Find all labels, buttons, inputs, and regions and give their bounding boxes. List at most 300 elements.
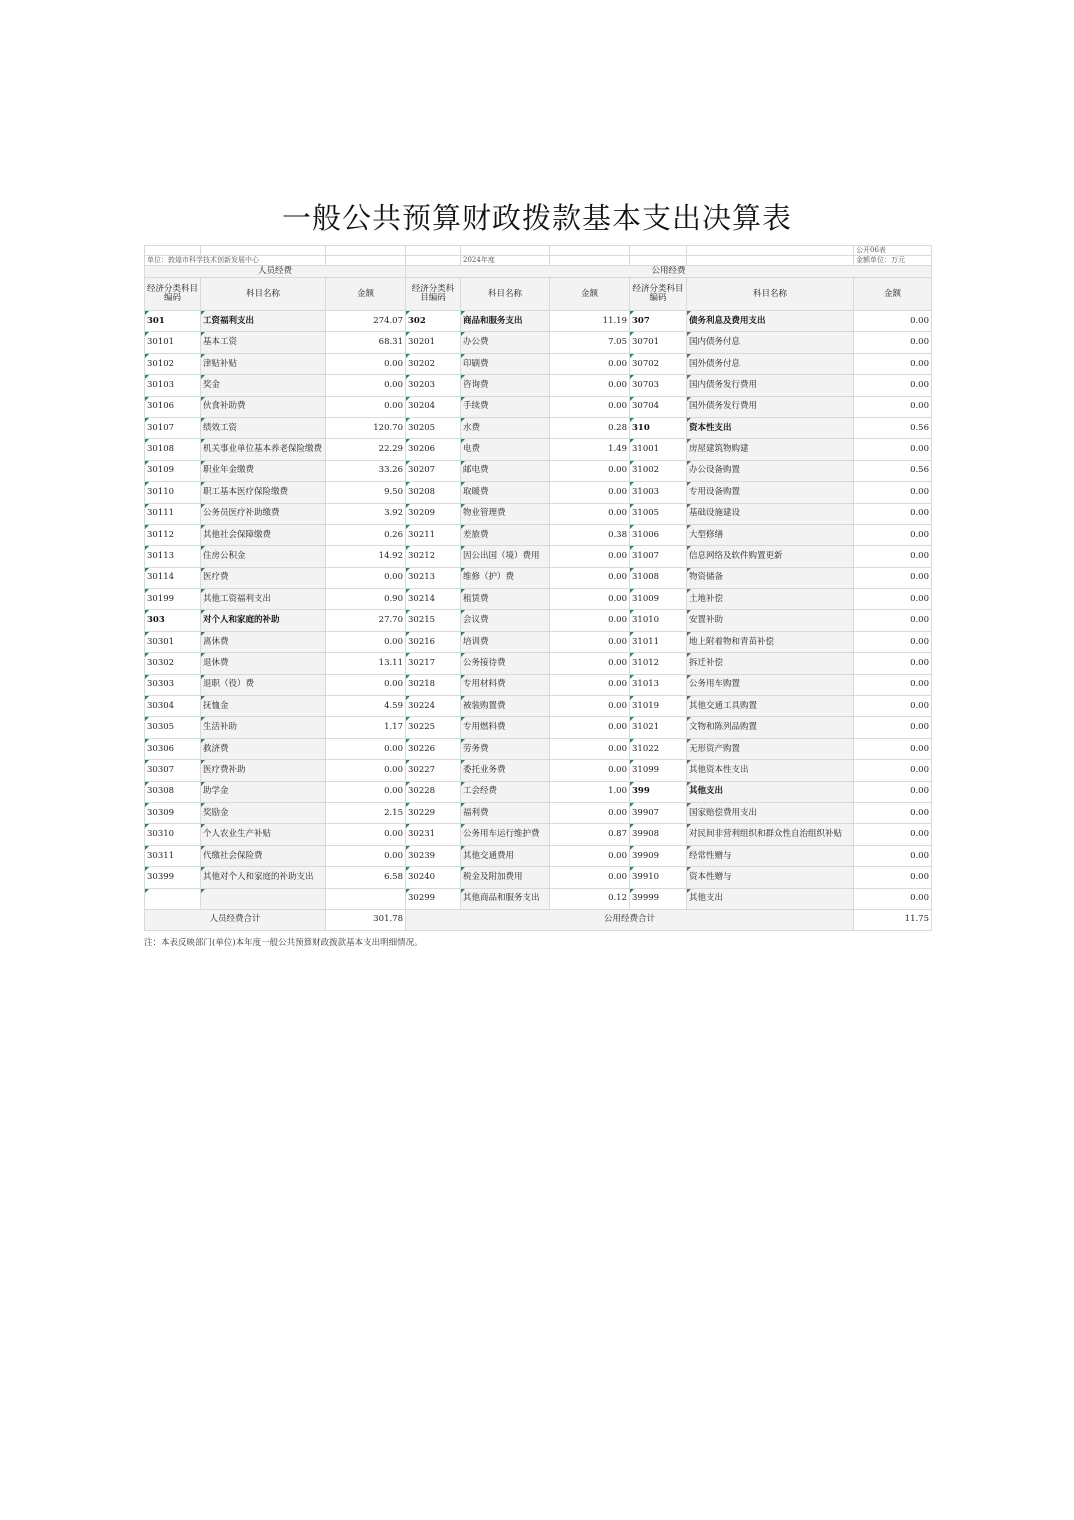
table-row	[145, 760, 932, 781]
amount-cell: 0.00	[550, 460, 630, 481]
amount-cell: 0.00	[326, 760, 406, 781]
code-cell: 31005	[630, 503, 687, 524]
amount-cell: 0.00	[854, 760, 932, 781]
table-row	[145, 311, 932, 332]
table-note: 注：本表反映部门(单位)本年度一般公共预算财政拨款基本支出明细情况。	[144, 938, 423, 948]
name-cell: 其他资本性支出	[687, 760, 854, 781]
table-row	[145, 375, 932, 396]
name-cell: 国外债务发行费用	[687, 396, 854, 417]
name-cell: 物业管理费	[461, 503, 550, 524]
amount-cell: 0.00	[326, 738, 406, 759]
amount-cell: 33.26	[326, 460, 406, 481]
amount-cell: 0.00	[550, 503, 630, 524]
code-cell: 30202	[406, 353, 461, 374]
name-cell: 信息网络及软件购置更新	[687, 546, 854, 567]
amount-cell: 0.00	[854, 867, 932, 888]
table-row	[145, 482, 932, 503]
name-cell: 被装购置费	[461, 696, 550, 717]
code-cell: 31022	[630, 738, 687, 759]
code-cell: 31002	[630, 460, 687, 481]
code-cell: 39910	[630, 867, 687, 888]
name-cell: 会议费	[461, 610, 550, 631]
header-amount: 金额	[550, 278, 630, 311]
amount-cell: 0.00	[550, 610, 630, 631]
amount-cell: 14.92	[326, 546, 406, 567]
amount-cell: 0.00	[326, 674, 406, 695]
code-cell: 30208	[406, 482, 461, 503]
table-row	[145, 332, 932, 353]
code-cell: 30109	[145, 460, 201, 481]
code-cell: 30240	[406, 867, 461, 888]
name-cell: 对个人和家庭的补助	[201, 610, 326, 631]
table-row	[145, 888, 932, 909]
expenditure-table	[144, 245, 932, 931]
amount-cell: 0.00	[550, 802, 630, 823]
personnel-total-value: 301.78	[326, 909, 406, 930]
amount-cell: 0.38	[550, 524, 630, 545]
code-cell: 30299	[406, 888, 461, 909]
amount-cell: 0.00	[550, 653, 630, 674]
code-cell: 30101	[145, 332, 201, 353]
header-name: 科目名称	[687, 278, 854, 311]
name-cell: 工资福利支出	[201, 311, 326, 332]
code-cell: 30301	[145, 631, 201, 652]
amount-cell: 0.00	[326, 824, 406, 845]
expenditure-table-sheet	[144, 245, 931, 931]
code-cell: 307	[630, 311, 687, 332]
code-cell: 30212	[406, 546, 461, 567]
amount-cell: 0.26	[326, 524, 406, 545]
amount-cell: 0.00	[550, 375, 630, 396]
name-cell: 生活补助	[201, 717, 326, 738]
amount-cell: 0.00	[326, 396, 406, 417]
name-cell: 手续费	[461, 396, 550, 417]
public-total-label: 公用经费合计	[406, 909, 854, 930]
amount-cell: 0.00	[326, 845, 406, 866]
amount-cell: 0.87	[550, 824, 630, 845]
name-cell: 职工基本医疗保险缴费	[201, 482, 326, 503]
unit-label: 单位：敦煌市科学技术创新发展中心	[145, 256, 326, 266]
table-row	[145, 653, 932, 674]
table-row	[145, 396, 932, 417]
amount-cell: 0.00	[854, 311, 932, 332]
amount-cell: 0.00	[854, 824, 932, 845]
name-cell: 文物和陈列品购置	[687, 717, 854, 738]
table-row	[145, 353, 932, 374]
code-cell: 31009	[630, 589, 687, 610]
name-cell: 职业年金缴费	[201, 460, 326, 481]
amount-cell: 7.05	[550, 332, 630, 353]
code-cell: 30701	[630, 332, 687, 353]
name-cell: 其他对个人和家庭的补助支出	[201, 867, 326, 888]
amount-cell: 0.00	[326, 631, 406, 652]
amount-cell	[326, 888, 406, 909]
code-cell: 30218	[406, 674, 461, 695]
amount-cell: 0.00	[550, 696, 630, 717]
name-cell: 专用设备购置	[687, 482, 854, 503]
code-cell: 30224	[406, 696, 461, 717]
name-cell: 邮电费	[461, 460, 550, 481]
code-cell: 31021	[630, 717, 687, 738]
table-row	[145, 845, 932, 866]
table-row	[145, 610, 932, 631]
name-cell: 国外债务付息	[687, 353, 854, 374]
code-cell: 31003	[630, 482, 687, 503]
name-cell: 救济费	[201, 738, 326, 759]
table-row	[145, 696, 932, 717]
name-cell: 其他工资福利支出	[201, 589, 326, 610]
code-cell: 30207	[406, 460, 461, 481]
amount-cell: 0.00	[854, 503, 932, 524]
name-cell: 奖励金	[201, 802, 326, 823]
code-cell: 30231	[406, 824, 461, 845]
amount-cell: 4.59	[326, 696, 406, 717]
meta-row-1	[145, 246, 932, 256]
table-row	[145, 867, 932, 888]
name-cell: 国内债务付息	[687, 332, 854, 353]
name-cell: 国内债务发行费用	[687, 375, 854, 396]
code-cell: 30213	[406, 567, 461, 588]
code-cell: 30217	[406, 653, 461, 674]
name-cell: 电费	[461, 439, 550, 460]
code-cell: 30204	[406, 396, 461, 417]
amount-cell: 0.00	[854, 781, 932, 802]
code-cell: 39908	[630, 824, 687, 845]
name-cell: 基础设施建设	[687, 503, 854, 524]
name-cell: 基本工资	[201, 332, 326, 353]
name-cell: 公务用车购置	[687, 674, 854, 695]
group-public: 公用经费	[406, 266, 932, 278]
code-cell: 30311	[145, 845, 201, 866]
name-cell: 债务利息及费用支出	[687, 311, 854, 332]
header-amount: 金额	[854, 278, 932, 311]
code-cell: 30226	[406, 738, 461, 759]
amount-cell: 0.00	[550, 717, 630, 738]
name-cell: 经常性赠与	[687, 845, 854, 866]
name-cell: 代缴社会保险费	[201, 845, 326, 866]
code-cell: 30206	[406, 439, 461, 460]
header-name: 科目名称	[201, 278, 326, 311]
code-cell: 30201	[406, 332, 461, 353]
header-code: 经济分类科目编码	[145, 278, 201, 311]
name-cell: 奖金	[201, 375, 326, 396]
code-cell: 30112	[145, 524, 201, 545]
name-cell: 资本性支出	[687, 417, 854, 438]
code-cell: 31007	[630, 546, 687, 567]
table-row	[145, 439, 932, 460]
code-cell: 30310	[145, 824, 201, 845]
name-cell: 绩效工资	[201, 417, 326, 438]
name-cell: 资本性赠与	[687, 867, 854, 888]
amount-cell: 0.00	[854, 353, 932, 374]
code-cell: 30113	[145, 546, 201, 567]
name-cell: 公务用车运行维护费	[461, 824, 550, 845]
name-cell: 物资储备	[687, 567, 854, 588]
amount-cell: 1.49	[550, 439, 630, 460]
amount-cell: 0.00	[854, 631, 932, 652]
amount-cell: 13.11	[326, 653, 406, 674]
amount-cell: 9.50	[326, 482, 406, 503]
amount-cell: 0.00	[550, 674, 630, 695]
name-cell: 津贴补贴	[201, 353, 326, 374]
name-cell: 印刷费	[461, 353, 550, 374]
group-header-row	[145, 266, 932, 278]
name-cell: 专用燃料费	[461, 717, 550, 738]
totals-row	[145, 909, 932, 930]
code-cell: 30199	[145, 589, 201, 610]
amount-cell: 0.00	[854, 888, 932, 909]
code-cell: 30216	[406, 631, 461, 652]
name-cell: 维修（护）费	[461, 567, 550, 588]
amount-cell: 0.00	[854, 845, 932, 866]
name-cell: 大型修缮	[687, 524, 854, 545]
amount-cell: 0.56	[854, 460, 932, 481]
name-cell: 因公出国（境）费用	[461, 546, 550, 567]
amount-cell: 22.29	[326, 439, 406, 460]
code-cell: 30110	[145, 482, 201, 503]
code-cell: 31012	[630, 653, 687, 674]
code-cell: 30308	[145, 781, 201, 802]
table-row	[145, 417, 932, 438]
code-cell: 30239	[406, 845, 461, 866]
code-cell: 30304	[145, 696, 201, 717]
table-row	[145, 674, 932, 695]
public-total-value: 11.75	[854, 909, 932, 930]
amount-cell: 0.00	[550, 631, 630, 652]
name-cell	[201, 888, 326, 909]
code-cell: 30203	[406, 375, 461, 396]
amount-cell: 0.00	[854, 738, 932, 759]
code-cell: 30103	[145, 375, 201, 396]
form-number: 公开06表	[854, 246, 932, 256]
name-cell: 抚恤金	[201, 696, 326, 717]
amount-cell: 68.31	[326, 332, 406, 353]
amount-cell: 0.00	[854, 589, 932, 610]
code-cell: 30303	[145, 674, 201, 695]
amount-cell: 0.00	[854, 610, 932, 631]
amount-cell: 0.00	[550, 867, 630, 888]
name-cell: 咨询费	[461, 375, 550, 396]
code-cell: 30229	[406, 802, 461, 823]
amount-cell: 11.19	[550, 311, 630, 332]
amount-cell: 6.58	[326, 867, 406, 888]
code-cell: 30111	[145, 503, 201, 524]
name-cell: 其他商品和服务支出	[461, 888, 550, 909]
name-cell: 拆迁补偿	[687, 653, 854, 674]
table-row	[145, 503, 932, 524]
amount-cell: 0.00	[854, 524, 932, 545]
name-cell: 机关事业单位基本养老保险缴费	[201, 439, 326, 460]
name-cell: 其他支出	[687, 888, 854, 909]
code-cell: 31013	[630, 674, 687, 695]
name-cell: 住房公积金	[201, 546, 326, 567]
amount-cell: 0.00	[550, 482, 630, 503]
name-cell: 医疗费补助	[201, 760, 326, 781]
name-cell: 工会经费	[461, 781, 550, 802]
code-cell: 31010	[630, 610, 687, 631]
code-cell: 39907	[630, 802, 687, 823]
name-cell: 专用材料费	[461, 674, 550, 695]
code-cell: 302	[406, 311, 461, 332]
name-cell: 地上附着物和青苗补偿	[687, 631, 854, 652]
code-cell: 399	[630, 781, 687, 802]
code-cell: 30211	[406, 524, 461, 545]
amount-cell: 0.00	[854, 546, 932, 567]
table-row	[145, 589, 932, 610]
header-amount: 金额	[326, 278, 406, 311]
name-cell: 房屋建筑物购建	[687, 439, 854, 460]
amount-cell: 0.00	[550, 589, 630, 610]
amount-cell: 0.56	[854, 417, 932, 438]
amount-cell: 0.12	[550, 888, 630, 909]
code-cell: 30704	[630, 396, 687, 417]
code-cell: 30306	[145, 738, 201, 759]
amount-cell: 0.00	[854, 696, 932, 717]
code-cell: 310	[630, 417, 687, 438]
amount-cell: 120.70	[326, 417, 406, 438]
name-cell: 办公费	[461, 332, 550, 353]
amount-cell: 0.00	[854, 567, 932, 588]
code-cell: 39909	[630, 845, 687, 866]
code-cell: 31008	[630, 567, 687, 588]
name-cell: 离休费	[201, 631, 326, 652]
name-cell: 对民间非营利组织和群众性自治组织补贴	[687, 824, 854, 845]
name-cell: 国家赔偿费用支出	[687, 802, 854, 823]
header-code: 经济分类科目编码	[630, 278, 687, 311]
code-cell: 31001	[630, 439, 687, 460]
amount-cell: 0.90	[326, 589, 406, 610]
meta-row-2	[145, 256, 932, 266]
group-personnel: 人员经费	[145, 266, 406, 278]
table-row	[145, 781, 932, 802]
code-cell: 31011	[630, 631, 687, 652]
header-name: 科目名称	[461, 278, 550, 311]
amount-cell: 0.00	[854, 482, 932, 503]
code-cell: 30309	[145, 802, 201, 823]
amount-cell: 0.00	[854, 717, 932, 738]
amount-cell: 0.00	[550, 760, 630, 781]
table-row	[145, 460, 932, 481]
name-cell: 公务接待费	[461, 653, 550, 674]
code-cell: 30108	[145, 439, 201, 460]
code-cell: 30102	[145, 353, 201, 374]
name-cell: 公务员医疗补助缴费	[201, 503, 326, 524]
code-cell: 31019	[630, 696, 687, 717]
amount-cell: 27.70	[326, 610, 406, 631]
table-row	[145, 631, 932, 652]
amount-cell: 0.00	[854, 332, 932, 353]
amount-cell: 0.00	[854, 439, 932, 460]
amount-cell: 2.15	[326, 802, 406, 823]
column-header-row	[145, 278, 932, 311]
code-cell: 31099	[630, 760, 687, 781]
name-cell: 商品和服务支出	[461, 311, 550, 332]
name-cell: 个人农业生产补贴	[201, 824, 326, 845]
name-cell: 差旅费	[461, 524, 550, 545]
name-cell: 其他交通工具购置	[687, 696, 854, 717]
code-cell: 30305	[145, 717, 201, 738]
amount-cell: 274.07	[326, 311, 406, 332]
name-cell: 无形资产购置	[687, 738, 854, 759]
name-cell: 税金及附加费用	[461, 867, 550, 888]
amount-cell: 0.00	[550, 845, 630, 866]
name-cell: 其他支出	[687, 781, 854, 802]
code-cell: 30114	[145, 567, 201, 588]
name-cell: 退休费	[201, 653, 326, 674]
name-cell: 取暖费	[461, 482, 550, 503]
code-cell: 30227	[406, 760, 461, 781]
code-cell: 30209	[406, 503, 461, 524]
name-cell: 安置补助	[687, 610, 854, 631]
amount-cell: 0.00	[854, 653, 932, 674]
table-row	[145, 802, 932, 823]
code-cell: 30302	[145, 653, 201, 674]
name-cell: 租赁费	[461, 589, 550, 610]
name-cell: 助学金	[201, 781, 326, 802]
amount-cell: 0.00	[550, 396, 630, 417]
code-cell: 30702	[630, 353, 687, 374]
amount-cell: 0.00	[550, 353, 630, 374]
amount-cell: 0.00	[854, 396, 932, 417]
table-row	[145, 524, 932, 545]
name-cell: 其他社会保障缴费	[201, 524, 326, 545]
code-cell: 30703	[630, 375, 687, 396]
year-label: 2024年度	[461, 256, 550, 266]
code-cell: 30214	[406, 589, 461, 610]
code-cell: 39999	[630, 888, 687, 909]
personnel-total-label: 人员经费合计	[145, 909, 326, 930]
header-code: 经济分类科目编码	[406, 278, 461, 311]
name-cell: 培训费	[461, 631, 550, 652]
code-cell: 30107	[145, 417, 201, 438]
name-cell: 福利费	[461, 802, 550, 823]
code-cell: 303	[145, 610, 201, 631]
code-cell: 30399	[145, 867, 201, 888]
code-cell: 30307	[145, 760, 201, 781]
amount-cell: 1.00	[550, 781, 630, 802]
name-cell: 退职（役）费	[201, 674, 326, 695]
page-title: 一般公共预算财政拨款基本支出决算表	[281, 201, 792, 235]
amount-cell: 0.00	[550, 546, 630, 567]
amount-cell: 0.00	[550, 567, 630, 588]
name-cell: 劳务费	[461, 738, 550, 759]
amount-cell: 0.00	[326, 567, 406, 588]
code-cell: 301	[145, 311, 201, 332]
amount-cell: 0.00	[854, 375, 932, 396]
code-cell: 30215	[406, 610, 461, 631]
amount-cell: 0.00	[326, 781, 406, 802]
amount-cell: 1.17	[326, 717, 406, 738]
code-cell	[145, 888, 201, 909]
name-cell: 伙食补助费	[201, 396, 326, 417]
amount-cell: 0.00	[326, 353, 406, 374]
code-cell: 31006	[630, 524, 687, 545]
code-cell: 30228	[406, 781, 461, 802]
amount-cell: 0.00	[854, 802, 932, 823]
table-row	[145, 567, 932, 588]
name-cell: 医疗费	[201, 567, 326, 588]
name-cell: 办公设备购置	[687, 460, 854, 481]
code-cell: 30225	[406, 717, 461, 738]
name-cell: 其他交通费用	[461, 845, 550, 866]
amount-cell: 3.92	[326, 503, 406, 524]
amount-cell: 0.00	[326, 375, 406, 396]
code-cell: 30205	[406, 417, 461, 438]
name-cell: 土地补偿	[687, 589, 854, 610]
currency-label: 金额单位：万元	[854, 256, 932, 266]
table-row	[145, 738, 932, 759]
code-cell: 30106	[145, 396, 201, 417]
